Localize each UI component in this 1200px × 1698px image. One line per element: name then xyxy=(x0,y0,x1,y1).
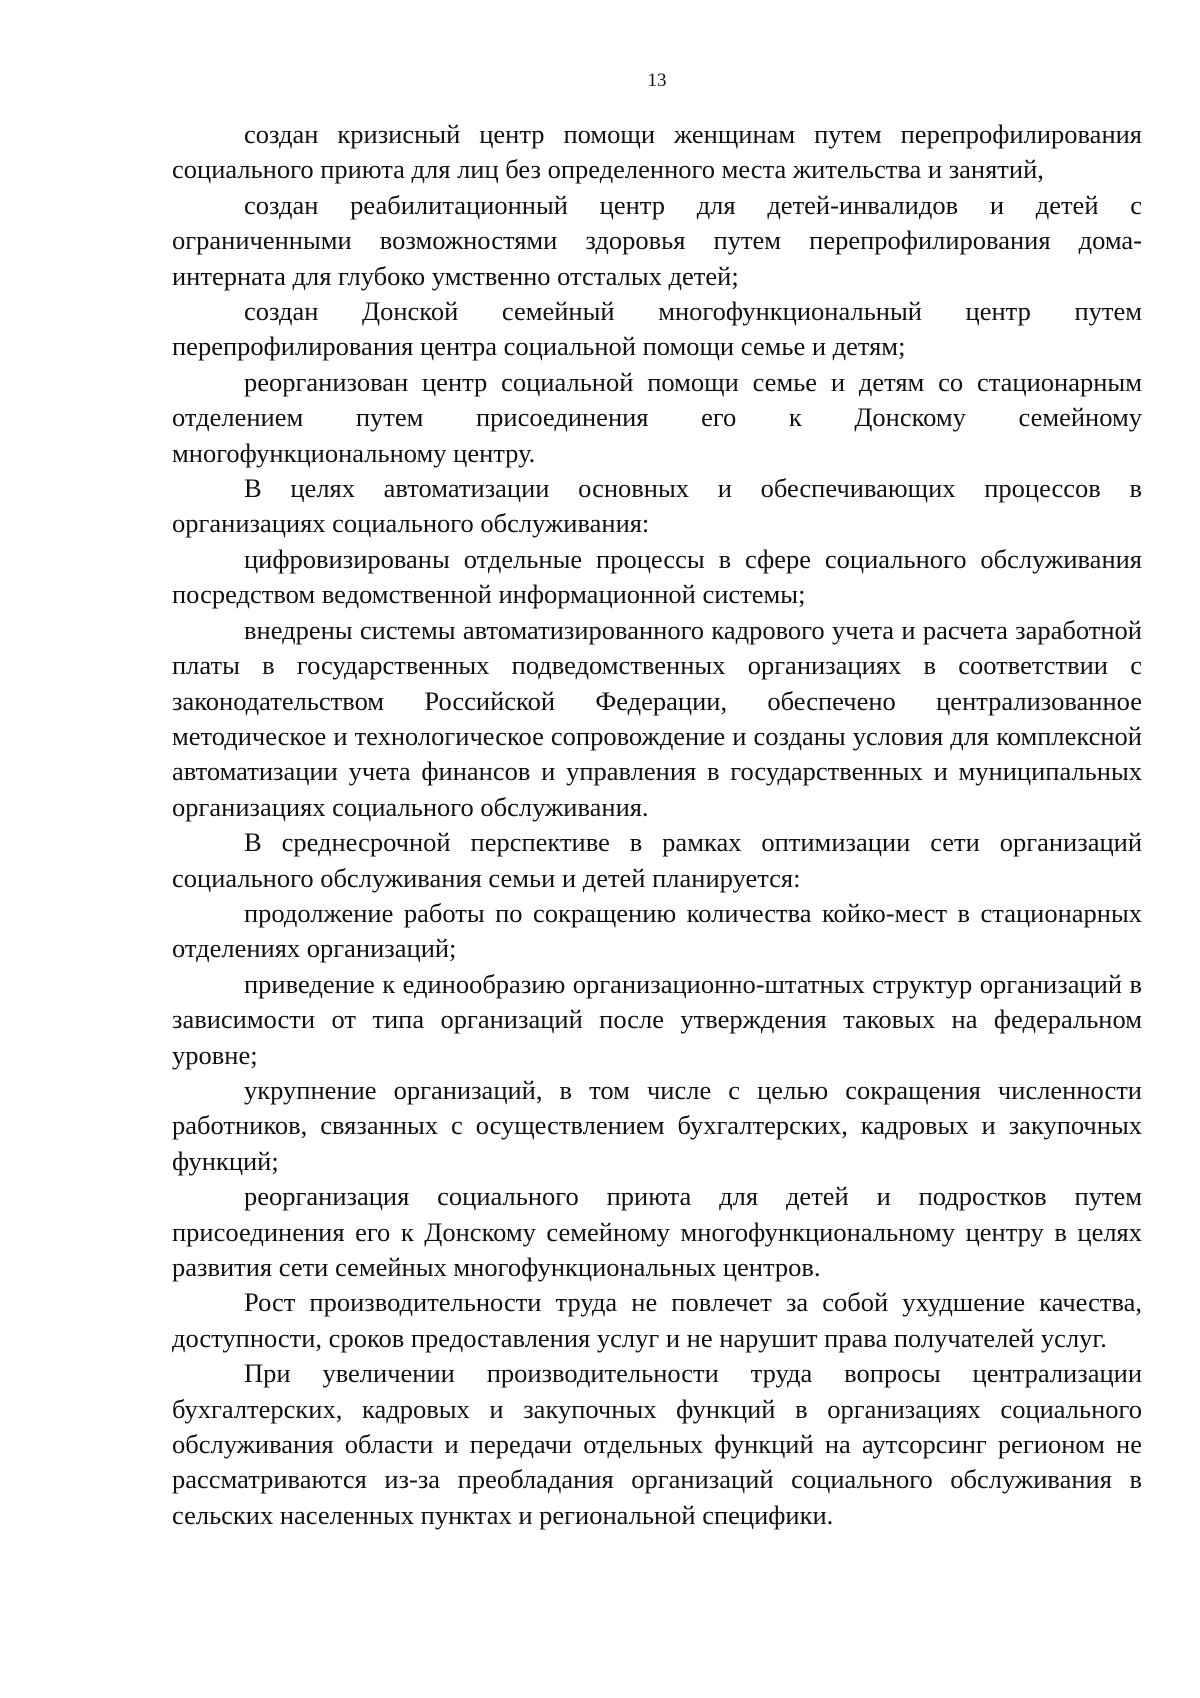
document-body xyxy=(172,117,1142,1533)
paragraph: создан кризисный центр помощи женщинам путем перепрофилирования социального приюта для лиц без определенного места жительства и занятий, xyxy=(172,119,1142,185)
page-number: 13 xyxy=(647,70,667,91)
paragraph: Рост производительности труда не повлечет за собой ухудшение качества, доступности, сроков предоставления услуг и не нарушит права получателей услуг. xyxy=(172,1287,1142,1353)
paragraph: приведение к единообразию организационно-штатных структур организаций в зависимости от типа организаций после утверждения таковых на федеральном уровне; xyxy=(172,968,1142,1070)
paragraph: внедрены системы автоматизированного кадрового учета и расчета заработной платы в государственных подведомственных организациях в соответствии с законодательством Российской Федерации, обеспечено централизованное методическое и технологическое сопровождение и созданы условия для комплексной автоматизации учета финансов и управления в государственных и муниципальных организациях социального обслуживания. xyxy=(172,614,1142,822)
paragraph: цифровизированы отдельные процессы в сфере социального обслуживания посредством ведомственной информационной системы; xyxy=(172,543,1142,610)
paragraph: создан Донской семейный многофункциональный центр путем перепрофилирования центра социальной помощи семье и детям; xyxy=(172,296,1142,362)
paragraph: укрупнение организаций, в том числе с целью сокращения численности работников, связанных с осуществлением бухгалтерских, кадровых и закупочных функций; xyxy=(172,1074,1142,1176)
paragraph: реорганизован центр социальной помощи семье и детям со стационарным отделением путем присоединения его к Донскому семейному многофункциональному центру. xyxy=(172,366,1142,468)
paragraph: При увеличении производительности труда вопросы централизации бухгалтерских, кадровых и закупочных функций в организациях социального обслуживания области и передачи отдельных функций на аутсорсинг регионом не рассматриваются из-за преобладания организаций социального обслуживания в сельских населенных пунктах и региональной специфики. xyxy=(172,1358,1142,1530)
paragraph: реорганизация социального приюта для детей и подростков путем присоединения его к Донскому семейному многофункциональному центру в целях развития сети семейных многофункциональных центров. xyxy=(172,1181,1142,1282)
paragraph: создан реабилитационный центр для детей-инвалидов и детей с ограниченными возможностями здоровья путем перепрофилирования дома-интерната для глубоко умственно отсталых детей; xyxy=(172,189,1142,291)
paragraph: продолжение работы по сокращению количества койко-мест в стационарных отделениях организаций; xyxy=(172,897,1142,964)
paragraph: В среднесрочной перспективе в рамках оптимизации сети организаций социального обслуживания семьи и детей планируется: xyxy=(172,827,1142,893)
paragraph: В целях автоматизации основных и обеспечивающих процессов в организациях социального обслуживания: xyxy=(172,473,1142,539)
